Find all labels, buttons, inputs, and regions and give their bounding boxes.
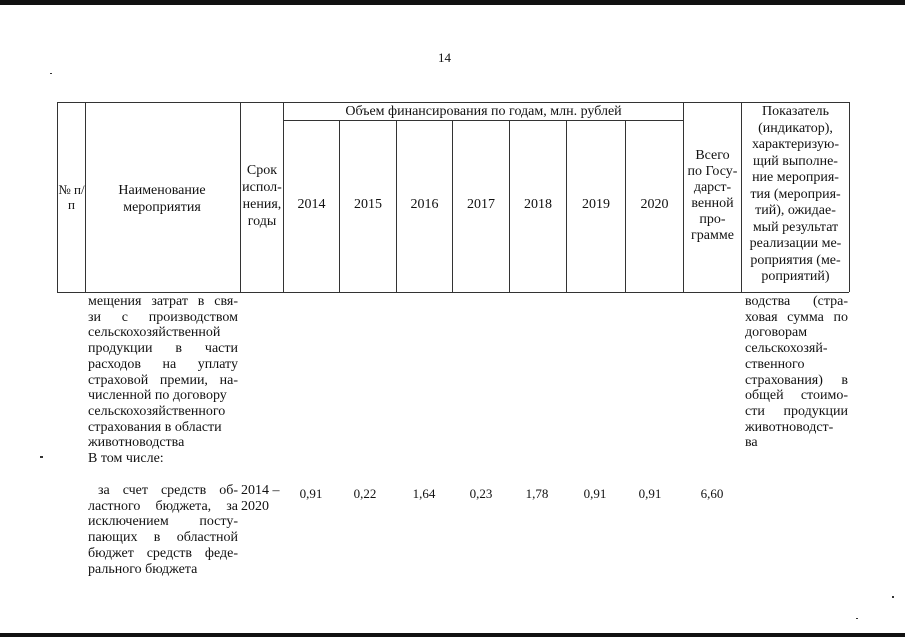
indicator-line: животноводст- [745, 419, 834, 435]
header-indicator-line: Показатель [762, 104, 829, 119]
term-line: 2020 [241, 498, 269, 514]
measure-name-line: страховой премии, на- [88, 372, 238, 388]
header-indicator-line: тия (мероприя- [750, 186, 841, 202]
measure-name-line: продукции в части [88, 341, 238, 357]
scan-speck [40, 456, 43, 458]
in-that-number-label: В том числе: [88, 451, 164, 467]
sub-measure-name-line: рального бюджета [88, 561, 198, 577]
header-total-line: грамме [691, 228, 734, 243]
header-term-line: испол- [242, 180, 282, 195]
header-number: № п/п [58, 182, 85, 212]
table-top-line [57, 102, 849, 103]
scan-speck [856, 618, 858, 619]
header-indicator-line: (индикатор), [758, 120, 833, 136]
measure-name-line: мещения затрат в свя- [88, 294, 238, 309]
measure-name-line: сельскохозяйственной [88, 325, 221, 341]
header-year: 2020 [640, 197, 669, 212]
header-indicator-line: щий выполне- [753, 153, 838, 169]
header-year: 2018 [524, 197, 552, 212]
indicator-line: водства (стра- [745, 294, 848, 309]
header-term-line: годы [247, 214, 277, 229]
term-line: 2014 – [241, 483, 280, 498]
indicator-text [745, 294, 848, 451]
indicator-line: общей стоимо- [745, 388, 848, 404]
sub-measure-name-line: за счет средств об- [98, 483, 238, 498]
scan-speck [892, 596, 894, 598]
measure-name [88, 294, 238, 467]
term [241, 483, 283, 514]
measure-name-line: численной по договору [88, 388, 227, 404]
measure-name-line: страхования в области [88, 419, 222, 435]
header-term-line: Срок [246, 163, 278, 178]
col-line-1 [85, 102, 86, 292]
header-year: 2014 [297, 197, 326, 212]
value-total: 6,60 [700, 486, 724, 501]
header-total-line: дарст- [693, 180, 732, 195]
header-year: 2015 [354, 197, 382, 212]
header-indicator-line: ние мероприя- [752, 170, 839, 185]
indicator-line: сти продукции [745, 403, 848, 419]
header-total-line: Всего [695, 148, 730, 163]
header-indicator-line: реализации ме- [749, 236, 842, 251]
header-indicator-line: характеризую- [751, 137, 840, 152]
header-bottom-line [57, 292, 849, 293]
header-indicator-line: роприятия (ме- [750, 252, 841, 268]
header-term-line: нения, [242, 197, 282, 212]
value-2017: 0,23 [469, 486, 493, 501]
header-year: 2019 [582, 197, 610, 212]
header-total [684, 148, 741, 244]
sub-measure-name-line: ластного бюджета, за [88, 498, 238, 514]
header-total-line: про- [699, 212, 726, 227]
value-2018: 1,78 [525, 486, 549, 501]
header-indicator [742, 104, 849, 286]
value-2019: 0,91 [583, 486, 607, 501]
sub-measure-name-line: исключением посту- [88, 514, 238, 530]
value-2020: 0,91 [638, 486, 662, 501]
header-name: Наименование мероприятия [118, 183, 206, 215]
header-indicator-line: тий), ожидае- [755, 203, 836, 218]
header-year: 2016 [410, 197, 439, 212]
header-term [241, 162, 283, 230]
indicator-line: сельскохозяй- [745, 341, 828, 357]
value-2016: 1,64 [412, 486, 436, 501]
header-year: 2017 [467, 197, 495, 212]
indicator-line: ва [745, 435, 758, 451]
value-2015: 0,22 [353, 486, 377, 501]
indicator-line: ховая сумма по [745, 309, 848, 325]
top-border [0, 0, 905, 5]
header-financing-title: Объем финансирования по годам, млн. рублей [345, 104, 622, 119]
indicator-line: договорам [745, 325, 808, 341]
years-divider-line [283, 120, 683, 121]
measure-name-line: расходов на уплату [88, 356, 238, 372]
header-indicator-line: роприятий) [761, 269, 830, 284]
indicator-line: ственного [745, 356, 805, 372]
measure-name-line: зи с производством [88, 309, 238, 325]
col-line-12 [849, 102, 850, 292]
indicator-line: страхования) в [745, 372, 848, 388]
value-2014: 0,91 [299, 486, 323, 501]
measure-name-line: животноводства [88, 435, 185, 451]
page-number: 14 [438, 50, 451, 65]
measure-name-line: сельскохозяйственного [88, 403, 226, 419]
sub-measure-name [88, 483, 238, 577]
sub-measure-name-line: пающих в областной [88, 530, 238, 546]
header-total-line: по Госу- [687, 164, 738, 179]
scan-speck [50, 73, 52, 74]
header-total-line: венной [691, 196, 734, 211]
header-indicator-line: мый результат [752, 219, 839, 235]
bottom-border [0, 633, 905, 637]
sub-measure-name-line: бюджет средств феде- [88, 545, 238, 561]
